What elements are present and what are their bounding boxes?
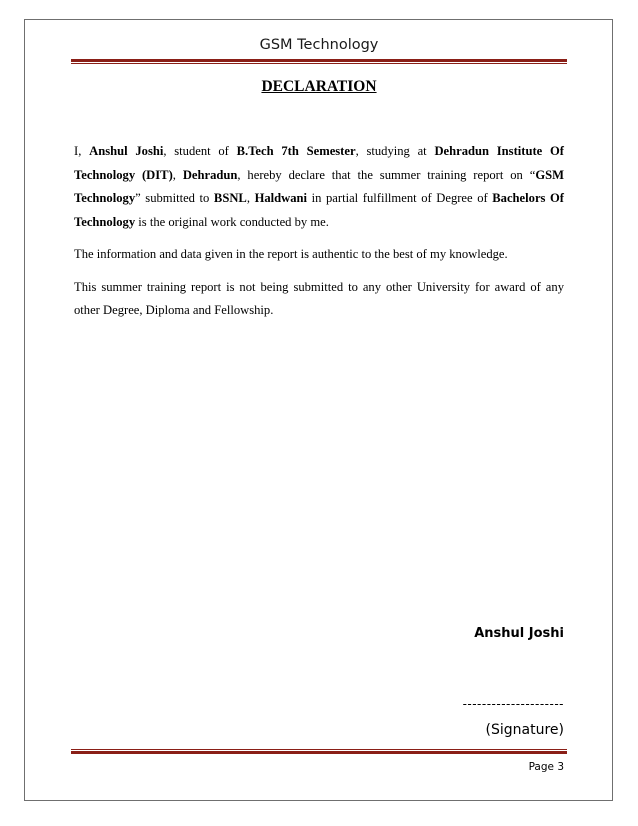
signature-line: --------------------- (462, 697, 564, 711)
p1-text-3: , studying at (355, 144, 435, 158)
declaration-paragraph-1 (74, 140, 564, 234)
place-name: Haldwani (254, 191, 308, 205)
header-rule (71, 59, 567, 64)
student-name: Anshul Joshi (89, 144, 164, 158)
course-name: B.Tech 7th Semester (236, 144, 356, 158)
p1-text-8: in partial fulfillment of Degree of (307, 191, 493, 205)
header-rule-thin (71, 63, 567, 64)
report-name: GSM Technology (74, 167, 564, 205)
footer-rule-thin (71, 749, 567, 750)
signature-caption: (Signature) (485, 722, 564, 738)
header-title: GSM Technology (259, 37, 379, 53)
footer-rule (71, 749, 567, 754)
p1-text-4: , (172, 167, 183, 182)
header-rule-thick (71, 59, 567, 62)
declaration-paragraph-3: This summer training report is not being submitted to any other University for award of any other Degree, Diploma and Fellowship. (74, 279, 564, 317)
p1-text-7: , (246, 191, 255, 205)
p1-text-2: , student of (163, 144, 237, 158)
footer-rule-thick (71, 751, 567, 754)
p1-text-9: is the original work conducted by me. (135, 214, 329, 229)
declaration-paragraph-2: The information and data given in the report is authentic to the best of my knowledge. (74, 247, 508, 261)
institute-name: Dehradun Institute Of Technology (DIT) (74, 144, 564, 182)
p1-text-1: I, (74, 144, 90, 158)
declaration-heading: DECLARATION (261, 78, 377, 95)
signature-name: Anshul Joshi (474, 626, 564, 641)
p1-text-6: ” submitted to (135, 191, 214, 205)
city-name: Dehradun (182, 167, 238, 182)
declaration-body (74, 140, 564, 332)
degree-name: Bachelors Of Technology (74, 191, 564, 229)
page-number: Page 3 (528, 761, 564, 773)
p1-text-5: , hereby declare that the summer training report on “ (237, 167, 536, 182)
page-border (24, 19, 613, 801)
org-name: BSNL (213, 191, 247, 205)
